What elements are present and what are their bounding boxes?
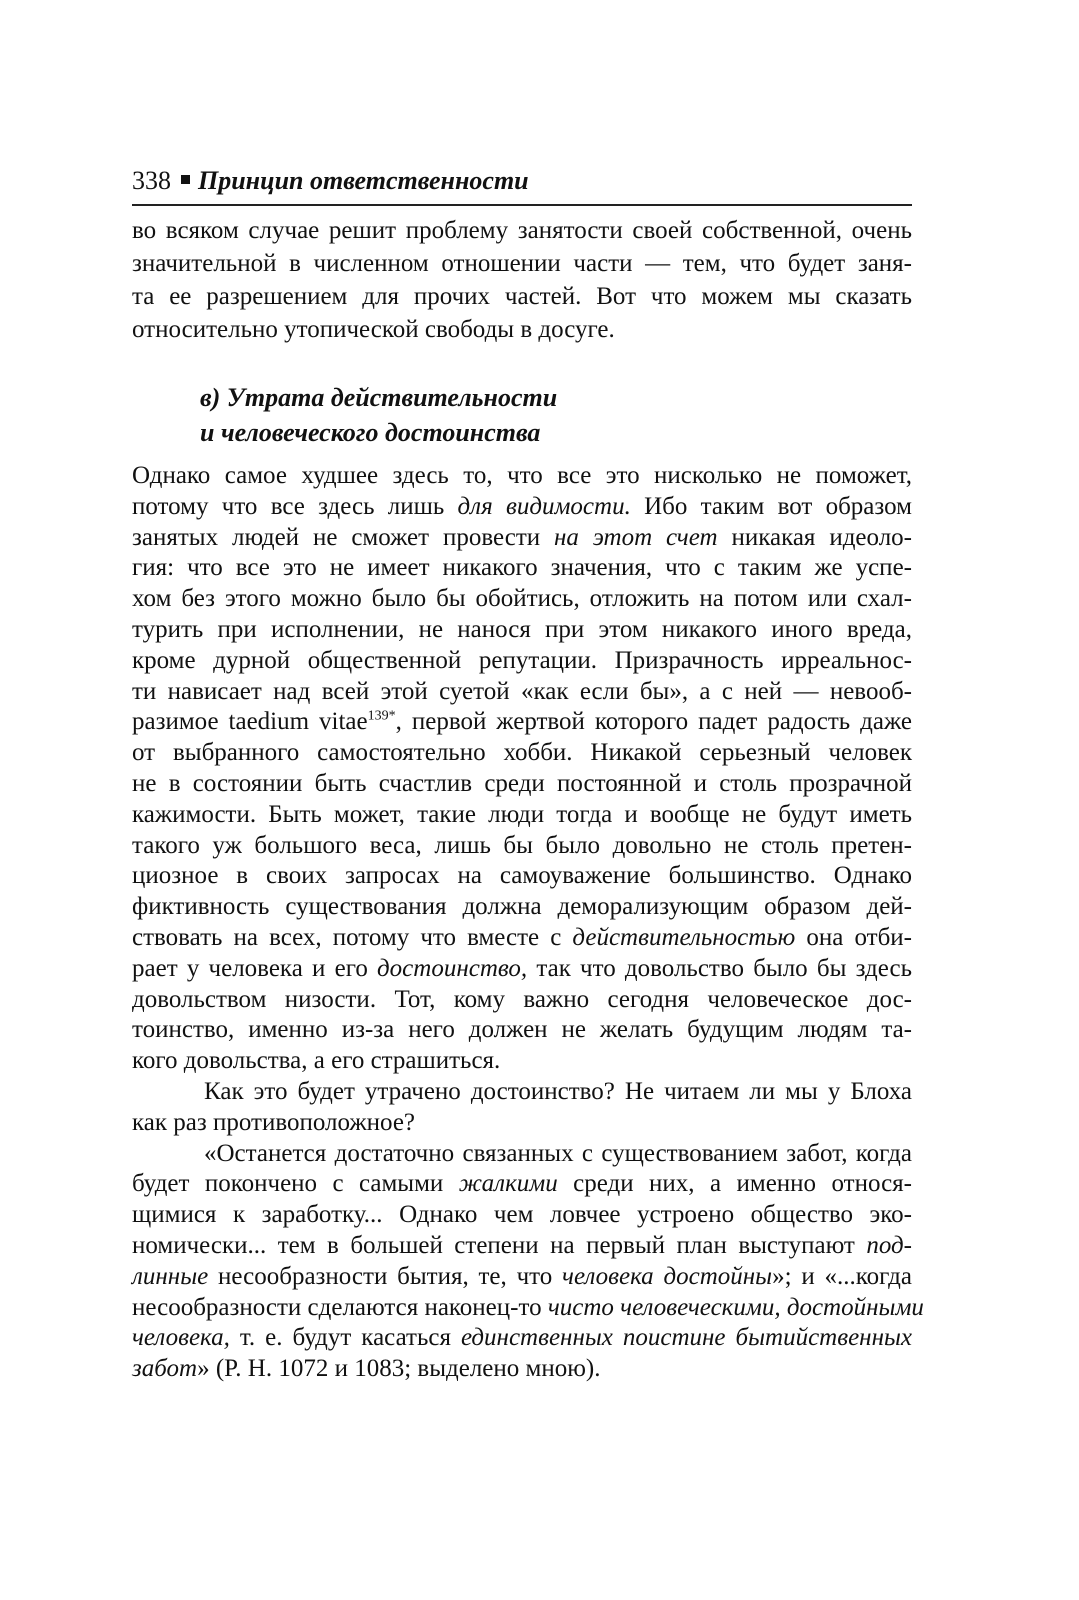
emphasis: человека, [132,1324,230,1352]
emphasis: человека достойны [562,1262,773,1290]
emphasis: на этот счет [554,523,718,551]
emphasis: для видимости. [457,492,631,520]
emphasis: единственных поистине бытийственных [460,1324,912,1352]
text-line: во всяком случае решит проблему занятости своей собственной, очень [132,217,912,244]
text-line: рает у человека и его достоинство, так что довольство было бы здесь [132,954,912,982]
text-line: турить при исполнении, не нанося при этом никакого иного вреда, [132,615,912,643]
text-line: Как это будет утрачено достоинство? Не читаем ли мы у Блоха [204,1077,912,1105]
quote-line: «Останется достаточно связанных с существованием забот, когда [204,1139,912,1167]
text-line: довольством низости. Тот, кому важно сегодня человеческое дос- [132,985,912,1013]
text-line: такого уж большого веса, лишь бы было довольно не столь претен- [132,831,912,859]
text-line: ствовать на всех, потому что вместе с действительностью она отби- [132,923,912,951]
text-line: кажимости. Быть может, такие люди тогда и вообще не будут иметь [132,800,912,828]
emphasis: жалкими [458,1170,558,1198]
text-line: от выбранного самостоятельно хобби. Никакой серьезный человек [132,739,912,767]
text-line: кроме дурной общественной репутации. Призрачность ирреальнос- [132,646,912,674]
text-line: фиктивность существования должна деморализующим образом дей- [132,893,912,921]
text-line: не в состоянии быть счастлив среди постоянной и столь прозрачной [132,769,912,797]
quote-line: несообразности сделаются наконец-то чисто человеческими, достойными [132,1293,924,1321]
text-line: значительной в численном отношении части — тем, что будет заня- [132,250,912,277]
text-line: тоинство, именно из-за него должен не желать будущим людям та- [132,1016,912,1044]
text-line: Однако самое худшее здесь то, что все это нисколько не поможет, [132,462,912,489]
quote-line: линные несообразности бытия, те, что человека достойны»; и «...когда [132,1262,912,1290]
text-line: относительно утопической свободы в досуге. [132,316,615,343]
emphasis: действительностью [572,923,796,951]
quote-line: забот» (P. H. 1072 и 1083; выделено мною). [132,1355,601,1383]
running-title: Принцип ответственности [198,166,529,195]
emphasis: линные [132,1262,209,1290]
paragraph-continued [132,214,912,346]
text-line: разимое taedium vitae$^{139*}$, первой жертвой которого падет радость даже [132,708,913,736]
text-line: как раз противоположное? [132,1108,416,1136]
body-text [132,461,924,1385]
heading-line: в) Утрата действительности [200,383,558,412]
emphasis: достоинство, [377,954,528,982]
emphasis: забот [132,1355,198,1383]
section-heading [200,380,557,450]
page-number: 338 [132,166,171,195]
emphasis: чисто человеческими, достойными [547,1293,924,1321]
square-bullet-icon [181,175,190,184]
running-header [132,158,912,206]
quote-line: будет покончено с самыми жалкими среди них, а именно относя- [132,1170,913,1198]
emphasis: под- [866,1231,912,1259]
text-line: потому что все здесь лишь для видимости. Ибо таким вот образом [132,492,912,520]
heading-line: и человеческого достоинства [200,418,541,447]
quote-line: щимися к заработку... Однако чем ловчее устроено общество эко- [132,1201,912,1229]
text-line: та ее разрешением для прочих частей. Вот что можем мы сказать [132,283,912,310]
text-line: кого довольства, а его страшиться. [132,1047,501,1075]
text-line: хом без этого можно было бы обойтись, отложить на потом или схал- [132,585,912,613]
text-line: циозное в своих запросах на самоуважение большинство. Однако [132,862,912,890]
text-line: гия: что все это не имеет никакого значения, что с таким же успе- [132,554,912,582]
text-line: занятых людей не сможет провести на этот счет никакая идеоло- [132,523,912,551]
quote-line: номически... тем в большей степени на первый план выступают под- [132,1231,912,1259]
footnote-marker: 139* [367,709,396,725]
text-line: ти нависает над всей этой суетой «как если бы», а с ней — невооб- [132,677,912,705]
quote-line: человека, т. е. будут касаться единственных поистине бытийственных [132,1324,912,1352]
